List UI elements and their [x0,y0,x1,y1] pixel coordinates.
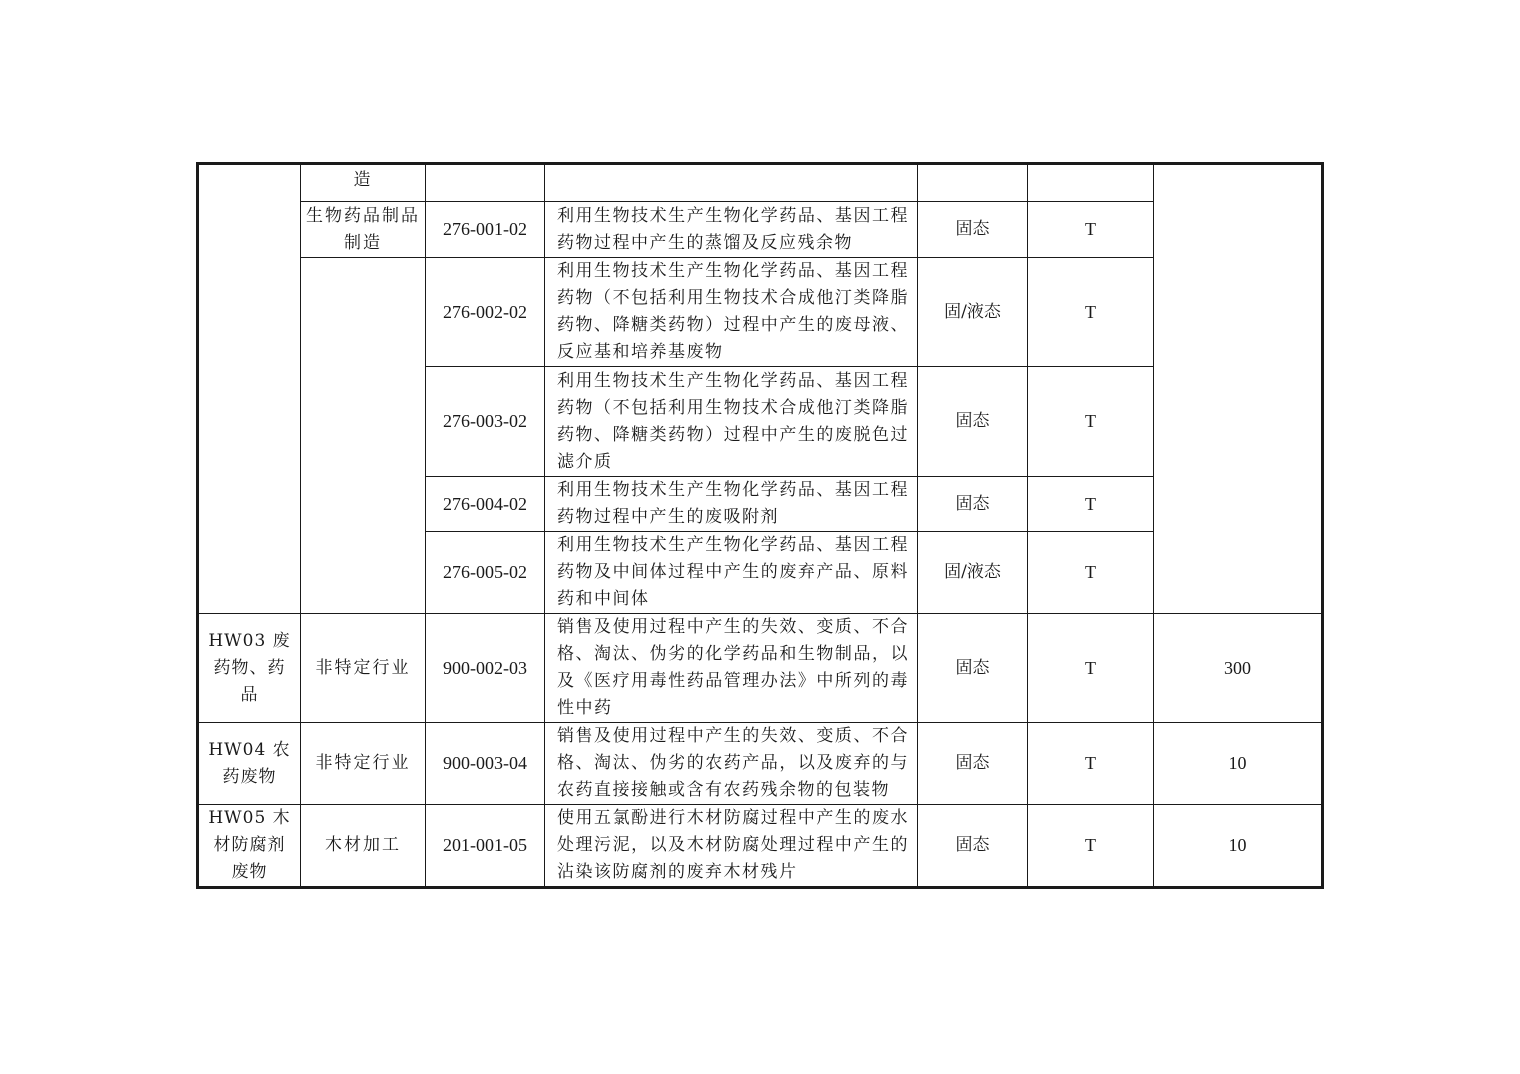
description-cell: 销售及使用过程中产生的失效、变质、不合格、淘汰、伪劣的农药产品，以及废弃的与农药直接接触或含有农药残余物的包装物 [545,723,918,805]
form-cell: 固态 [918,202,1028,258]
category-cell-continued [198,164,301,614]
industry-cell: 木材加工 [301,805,426,888]
description-cell [545,164,918,202]
industry-cell-continued [301,258,426,614]
industry-cell: 造 [301,164,426,202]
waste-code-cell: 276-005-02 [426,532,545,614]
hazard-cell: T [1028,477,1154,532]
form-cell: 固态 [918,723,1028,805]
category-cell: HW03 废药物、药品 [198,614,301,723]
waste-code-cell: 900-002-03 [426,614,545,723]
hazard-cell: T [1028,202,1154,258]
description-cell: 利用生物技术生产生物化学药品、基因工程药物过程中产生的废吸附剂 [545,477,918,532]
amount-cell: 10 [1154,805,1323,888]
description-cell: 利用生物技术生产生物化学药品、基因工程药物（不包括利用生物技术合成他汀类降脂药物、降糖类药物）过程中产生的废脱色过滤介质 [545,367,918,477]
hazard-cell [1028,164,1154,202]
hazard-cell: T [1028,805,1154,888]
amount-cell: 300 [1154,614,1323,723]
hazard-cell: T [1028,258,1154,367]
waste-code-cell: 276-002-02 [426,258,545,367]
form-cell: 固态 [918,614,1028,723]
form-cell: 固态 [918,477,1028,532]
description-cell: 使用五氯酚进行木材防腐过程中产生的废水处理污泥，以及木材防腐处理过程中产生的沾染该防腐剂的废弃木材残片 [545,805,918,888]
hazard-cell: T [1028,614,1154,723]
amount-cell-continued [1154,164,1323,614]
table-row [198,723,1323,805]
form-cell: 固/液态 [918,258,1028,367]
table-row [198,805,1323,888]
form-cell: 固/液态 [918,532,1028,614]
description-cell: 利用生物技术生产生物化学药品、基因工程药物（不包括利用生物技术合成他汀类降脂药物、降糖类药物）过程中产生的废母液、反应基和培养基废物 [545,258,918,367]
waste-code-cell: 276-003-02 [426,367,545,477]
description-cell: 利用生物技术生产生物化学药品、基因工程药物及中间体过程中产生的废弃产品、原料药和中间体 [545,532,918,614]
hazard-cell: T [1028,532,1154,614]
description-cell: 销售及使用过程中产生的失效、变质、不合格、淘汰、伪劣的化学药品和生物制品，以及《医疗用毒性药品管理办法》中所列的毒性中药 [545,614,918,723]
hazard-cell: T [1028,367,1154,477]
amount-cell: 10 [1154,723,1323,805]
industry-cell: 非特定行业 [301,723,426,805]
industry-cell: 非特定行业 [301,614,426,723]
table-row [198,164,1323,202]
form-cell: 固态 [918,367,1028,477]
category-cell: HW05 木材防腐剂废物 [198,805,301,888]
form-cell: 固态 [918,805,1028,888]
waste-code-cell [426,164,545,202]
hazardous-waste-table [196,162,1324,889]
table-row [198,614,1323,723]
waste-code-cell: 900-003-04 [426,723,545,805]
waste-code-cell: 276-004-02 [426,477,545,532]
waste-table-container [196,162,1324,889]
form-cell [918,164,1028,202]
hazard-cell: T [1028,723,1154,805]
industry-cell: 生物药品制品制造 [301,202,426,258]
category-cell: HW04 农药废物 [198,723,301,805]
waste-code-cell: 276-001-02 [426,202,545,258]
waste-code-cell: 201-001-05 [426,805,545,888]
description-cell: 利用生物技术生产生物化学药品、基因工程药物过程中产生的蒸馏及反应残余物 [545,202,918,258]
